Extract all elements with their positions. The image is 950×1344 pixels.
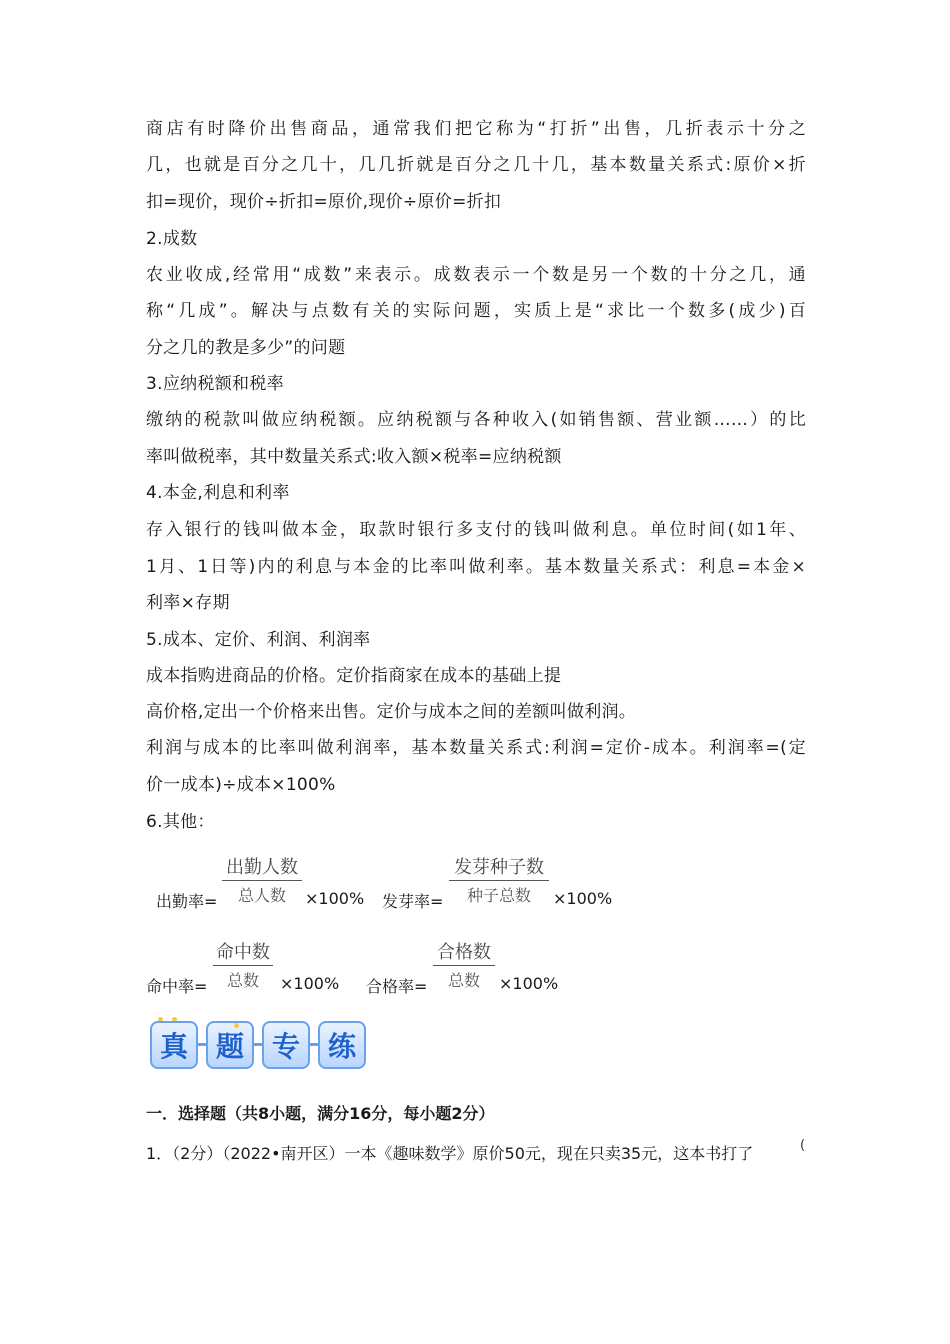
fraction <box>222 853 302 906</box>
paragraph-line: 价一成本)÷成本×100% <box>146 775 336 795</box>
decor-dot <box>234 1023 239 1028</box>
paragraph-line: 高价格,定出一个价格来出售。定价与成本之间的差额叫做利润。 <box>146 702 637 722</box>
fraction-numerator: 命中数 <box>216 942 270 963</box>
paragraph-line: 存入银行的钱叫做本金，取款时银行多支付的钱叫做利息。单位时间(如1年、 <box>146 520 806 540</box>
fraction-bar <box>213 965 273 966</box>
fraction <box>449 853 549 906</box>
paragraph-line: 率叫做税率，其中数量关系式:收入额×税率=应纳税额 <box>146 447 562 467</box>
fraction-numerator: 合格数 <box>437 942 491 963</box>
question-1-text: 1．（2分）（2022•南开区）一本《趣味数学》原价50元，现在只卖35元，这本书打了 <box>146 1144 754 1163</box>
section-heading: 2.成数 <box>146 229 198 249</box>
section-heading: 4.本金,利息和利率 <box>146 483 290 503</box>
fraction-bar <box>449 880 549 881</box>
paragraph-line: 利率×存期 <box>146 593 230 613</box>
formula-label: 命中率= <box>146 977 208 996</box>
formula-factor: ×100% <box>553 889 613 908</box>
section-banner <box>150 1017 370 1073</box>
section-heading: 3.应纳税额和税率 <box>146 374 284 394</box>
formula-label: 合格率= <box>366 977 428 996</box>
fraction-bar <box>433 965 495 966</box>
fraction-bar <box>222 880 302 881</box>
banner-tile: 题 <box>206 1021 254 1069</box>
paragraph-line: 成本指购进商品的价格。定价指商家在成本的基础上提 <box>146 666 562 686</box>
paragraph-line: 几，也就是百分之几十，几几折就是百分之几十几，基本数量关系式:原价×折 <box>146 155 806 175</box>
formula-factor: ×100% <box>305 889 365 908</box>
fraction-numerator: 发芽种子数 <box>454 857 544 878</box>
section-heading: 6.其他： <box>146 812 215 832</box>
paragraph-line: 农业收成,经常用“成数”来表示。成数表示一个数是另一个数的十分之几，通 <box>146 265 806 285</box>
fraction-denominator: 总数 <box>226 971 259 990</box>
paragraph-line: 商店有时降价出售商品，通常我们把它称为“打折”出售，几折表示十分之 <box>146 119 806 139</box>
paragraph-line: 扣=现价，现价÷折扣=原价,现价÷原价=折扣 <box>146 192 502 212</box>
banner-tile: 练 <box>318 1021 366 1069</box>
fraction <box>213 938 273 991</box>
formula-label: 出勤率= <box>156 892 218 911</box>
paragraph-line: 利润与成本的比率叫做利润率，基本数量关系式:利润=定价-成本。利润率=(定 <box>146 738 806 758</box>
fraction-denominator: 种子总数 <box>466 886 531 905</box>
paragraph-line: 缴纳的税款叫做应纳税额。应纳税额与各种收入(如销售额、营业额……）的比 <box>146 410 806 430</box>
paragraph-line: 分之几的教是多少”的问题 <box>146 338 346 358</box>
banner-tile: 真 <box>150 1021 198 1069</box>
paragraph-line: 称“几成”。解决与点数有关的实际问题，实质上是“求比一个数多(成少)百 <box>146 301 806 321</box>
fraction <box>433 938 495 991</box>
banner-tile: 专 <box>262 1021 310 1069</box>
section-heading: 5.成本、定价、利润、利润率 <box>146 630 371 650</box>
question-section-heading: 一．选择题（共8小题，满分16分，每小题2分） <box>146 1104 495 1123</box>
answer-paren: ( <box>800 1138 806 1153</box>
fraction-denominator: 总人数 <box>237 886 286 905</box>
formula-label: 发芽率= <box>382 892 444 911</box>
formula-factor: ×100% <box>280 974 340 993</box>
fraction-denominator: 总数 <box>447 971 480 990</box>
paragraph-line: 1月、1日等)内的利息与本金的比率叫做利率。基本数量关系式：利息=本金× <box>146 557 806 577</box>
fraction-numerator: 出勤人数 <box>226 857 298 878</box>
formula-factor: ×100% <box>499 974 559 993</box>
